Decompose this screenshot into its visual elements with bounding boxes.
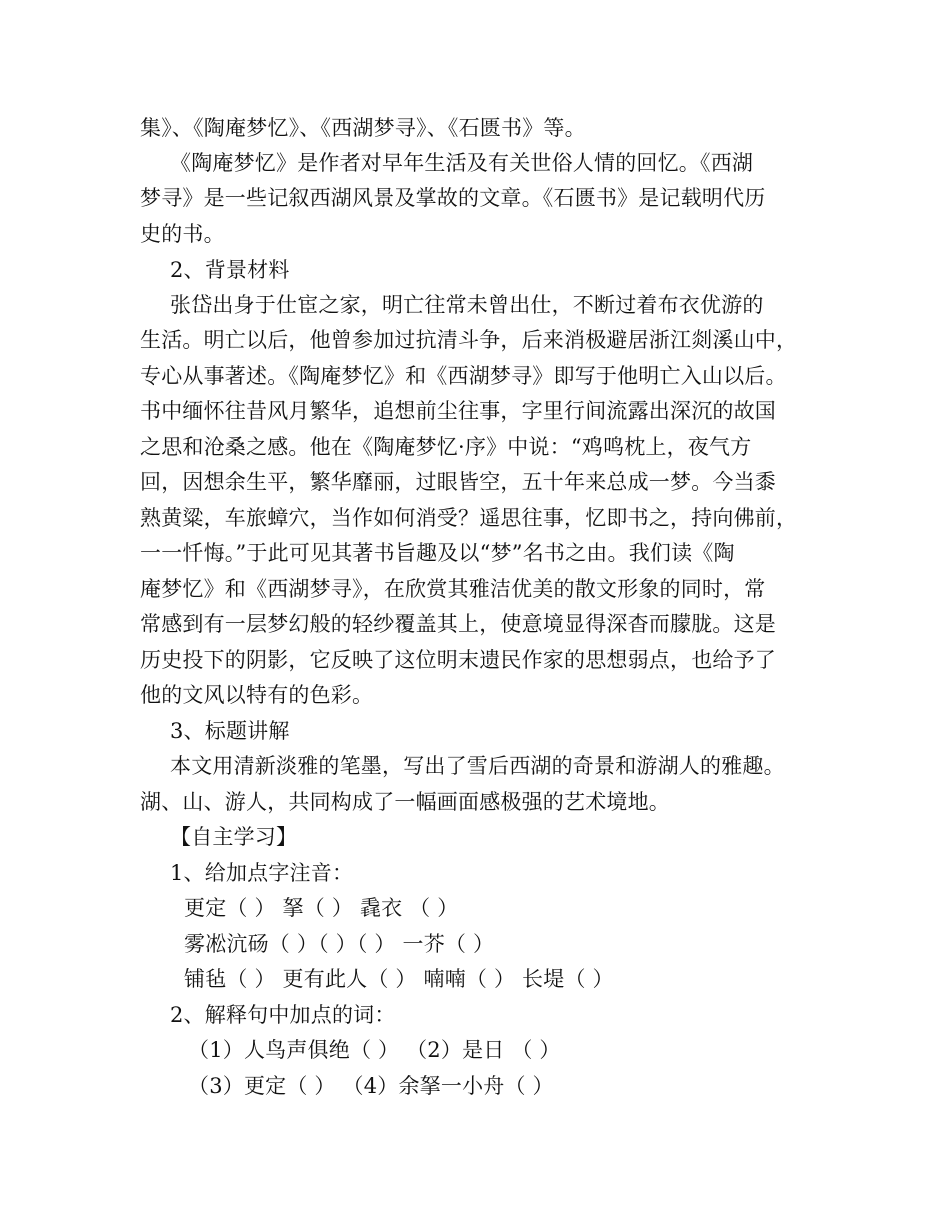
text-line: 本文用清新淡雅的笔墨，写出了雪后西湖的奇景和游湖人的雅趣。 [170, 754, 785, 778]
exercise-line: （3）更定（ ） （4）余拏一小舟（ ） [188, 1074, 554, 1098]
section-heading: 【自主学习】 [170, 825, 298, 849]
exercise-line: 铺毡（ ） 更有此人（ ） 喃喃（ ） 长堤（ ） [184, 967, 614, 991]
text-line: 湖、山、游人，共同构成了一幅画面感极强的艺术境地。 [140, 790, 670, 814]
section-heading: 2、背景材料 [170, 258, 290, 282]
exercise-line: 更定（ ） 拏（ ） 毳衣 （ ） [184, 896, 459, 920]
text-line: 熟黄粱，车旅蟑穴，当作如何消受？遥思往事，忆即书之，持向佛前， [140, 506, 798, 530]
text-line: 历史投下的阴影，它反映了这位明末遗民作家的思想弱点，也给予了 [140, 648, 776, 672]
exercise-heading: 1、给加点字注音： [170, 861, 354, 885]
exercise-line: （1）人鸟声俱绝（ ） （2）是日 （ ） [188, 1038, 561, 1062]
text-line: 集》、《陶庵梦忆》、《西湖梦寻》、《石匮书》等。 [140, 116, 586, 140]
text-line: 《陶庵梦忆》是作者对早年生活及有关世俗人情的回忆。《西湖 [170, 151, 754, 175]
text-line: 一一忏悔。”于此可见其著书旨趣及以“梦”名书之由。我们读《陶 [140, 541, 735, 565]
text-line: 生活。明亡以后，他曾参加过抗清斗争，后来消极避居浙江剡溪山中， [140, 328, 798, 352]
exercise-line: 雾凇沆砀（ ）（ ）（ ） 一芥（ ） [184, 932, 495, 956]
text-line: 之思和沧桑之感。他在《陶庵梦忆·序》中说：“鸡鸣枕上，夜气方 [140, 435, 752, 459]
section-heading: 3、标题讲解 [170, 719, 290, 743]
text-line: 书中缅怀往昔风月繁华，追想前尘往事，字里行间流露出深沉的故国 [140, 399, 776, 423]
text-line: 专心从事著述。《陶庵梦忆》和《西湖梦寻》即写于他明亡入山以后。 [140, 364, 787, 388]
text-line: 史的书。 [140, 222, 225, 246]
text-line: 梦寻》是一些记叙西湖风景及掌故的文章。《石匮书》是记载明代历 [140, 186, 766, 210]
text-line: 张岱出身于仕宦之家，明亡往常未曾出仕，不断过着布衣优游的 [170, 293, 764, 317]
exercise-heading: 2、解释句中加点的词： [170, 1003, 396, 1027]
text-line: 回，因想余生平，繁华靡丽，过眼皆空，五十年来总成一梦。今当黍 [140, 470, 776, 494]
text-line: 常感到有一层梦幻般的轻纱覆盖其上，使意境显得深杳而朦胧。这是 [140, 612, 776, 636]
text-line: 他的文风以特有的色彩。 [140, 683, 374, 707]
text-line: 庵梦忆》和《西湖梦寻》，在欣赏其雅洁优美的散文形象的同时，常 [140, 577, 766, 601]
